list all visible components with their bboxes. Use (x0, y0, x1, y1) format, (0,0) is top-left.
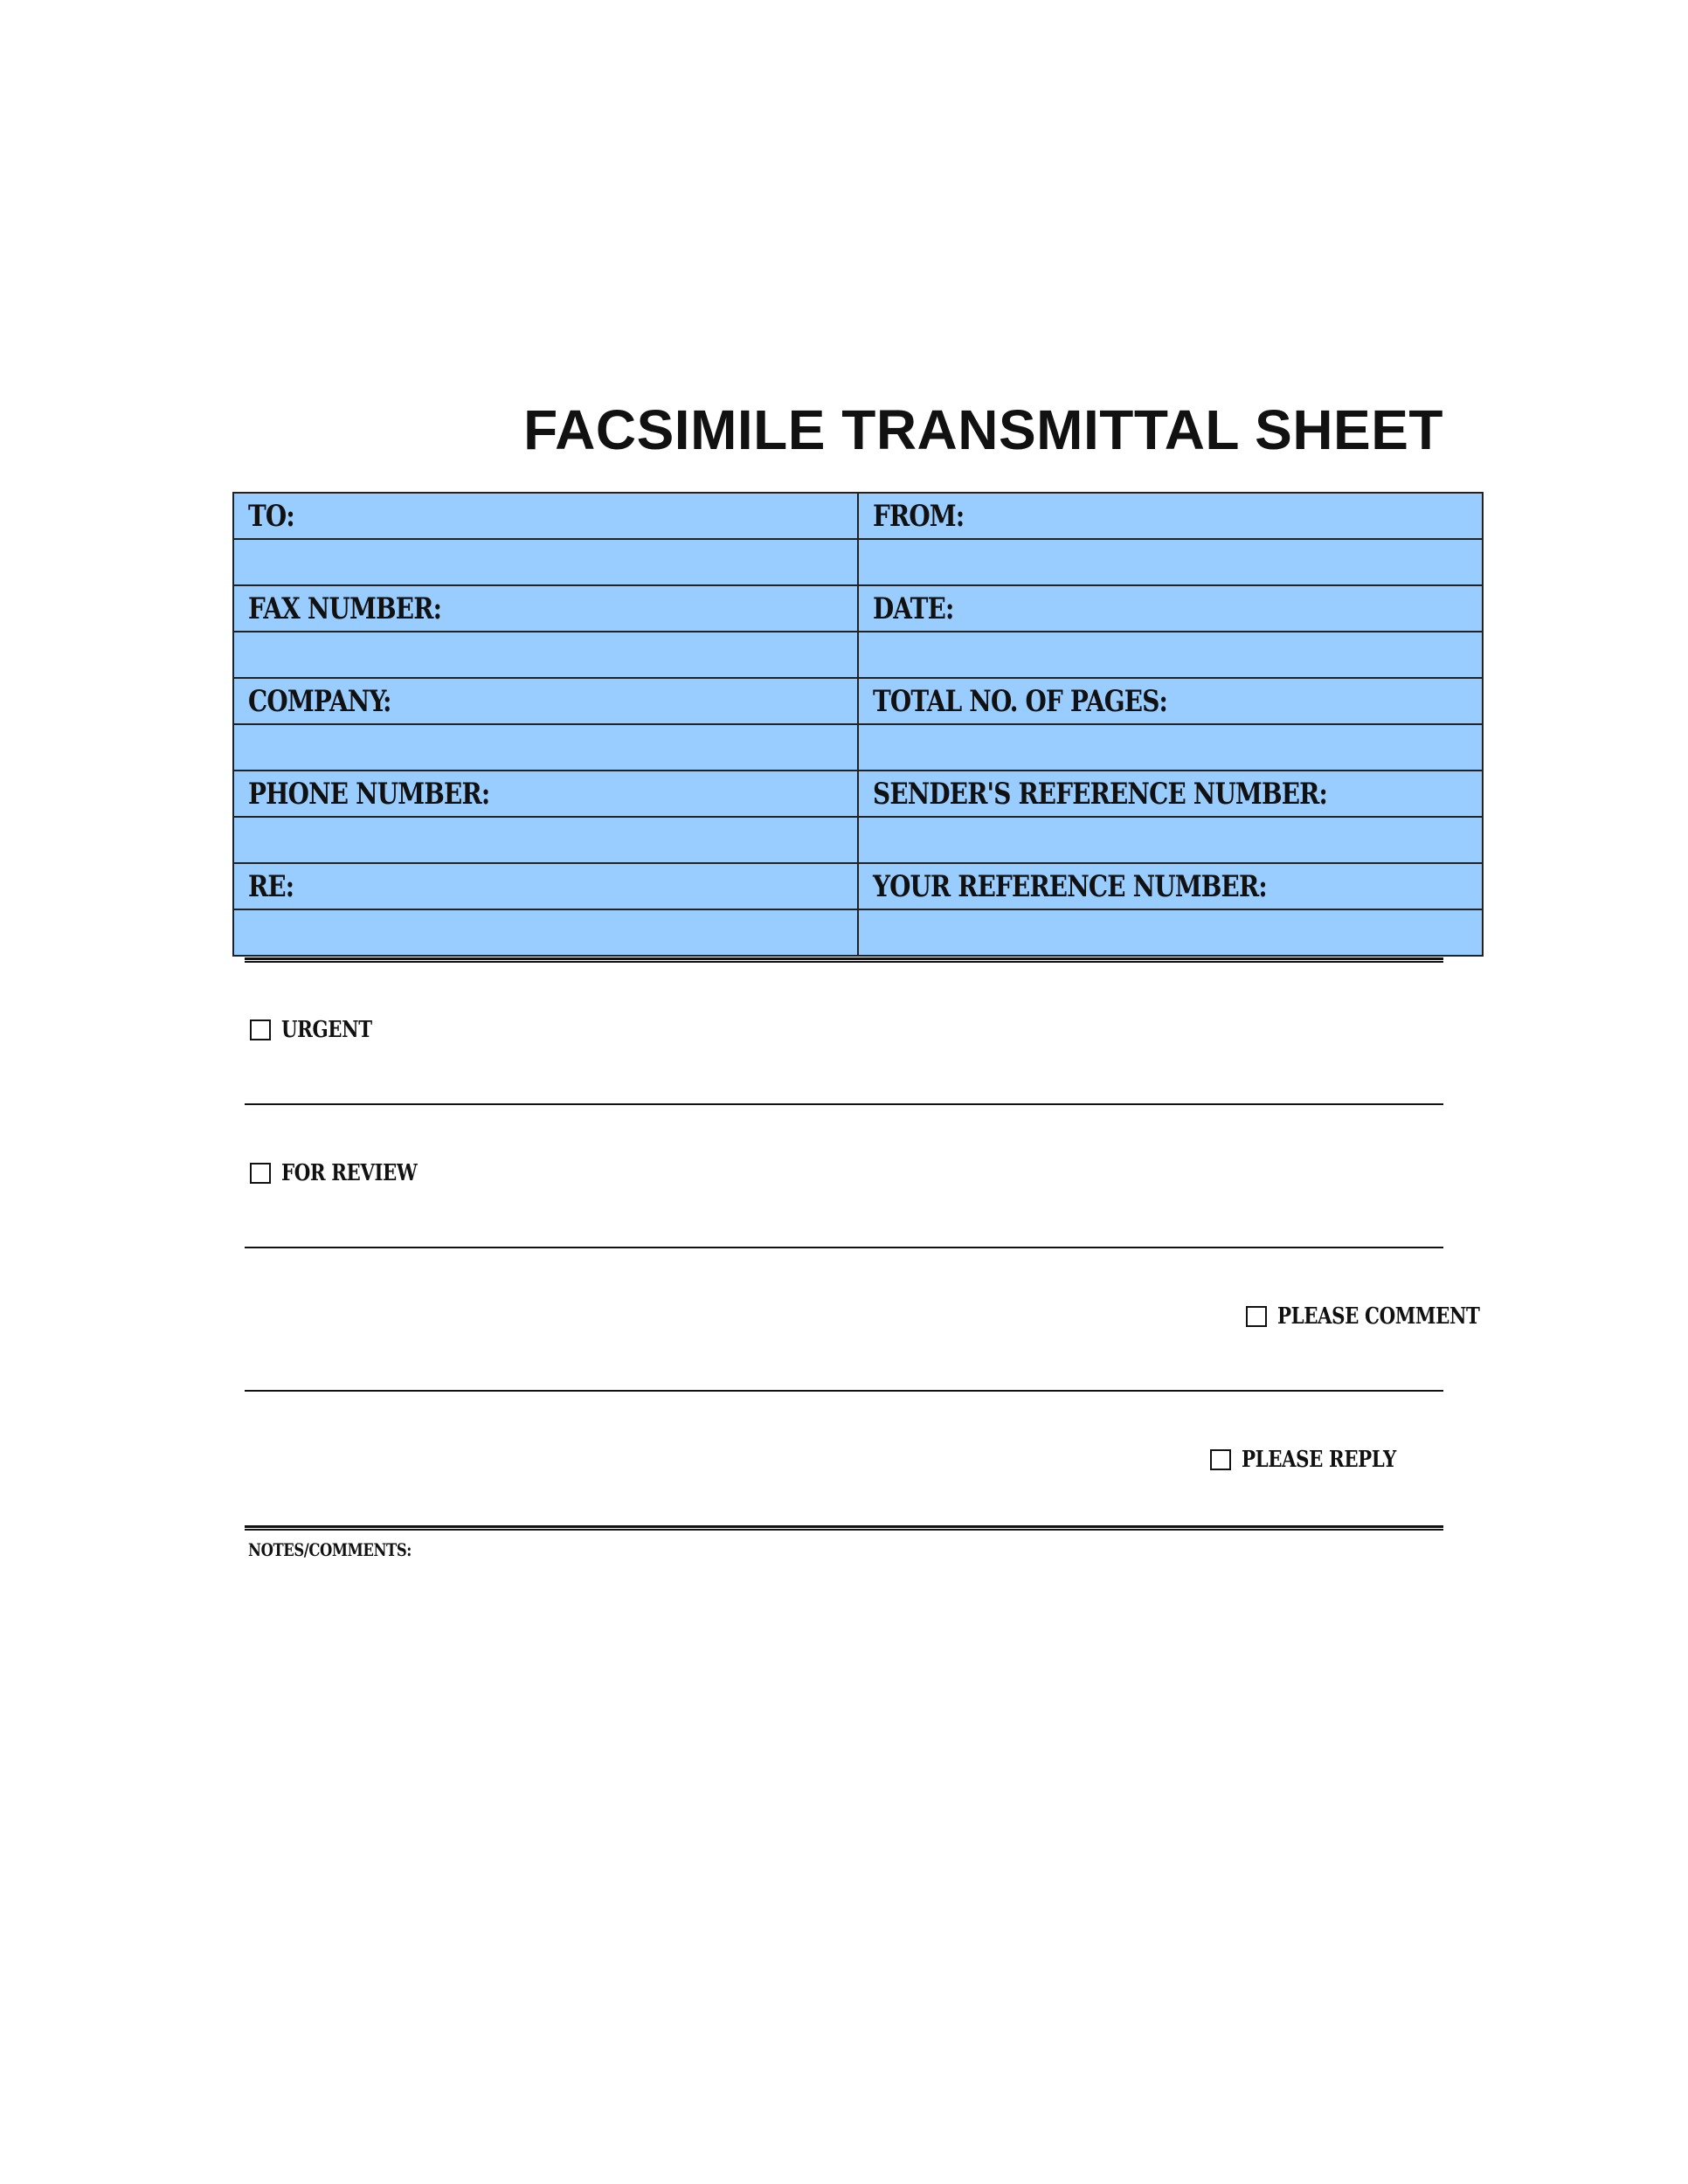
to-label-cell (233, 493, 858, 539)
please-comment-option[interactable] (1246, 1299, 1524, 1334)
phone-number-label: PHONE NUMBER: (248, 776, 490, 812)
senders-reference-field[interactable] (858, 817, 1483, 863)
re-field[interactable] (233, 909, 858, 956)
re-label: RE: (248, 868, 294, 904)
urgent-label: URGENT (281, 1017, 372, 1043)
phone-number-field[interactable] (233, 817, 858, 863)
from-label-cell (858, 493, 1483, 539)
company-label-cell (233, 678, 858, 724)
date-field[interactable] (858, 632, 1483, 678)
urgent-checkbox[interactable] (250, 1019, 271, 1040)
total-pages-label-cell (858, 678, 1483, 724)
table-row (233, 909, 1483, 956)
please-comment-label: PLEASE COMMENT (1277, 1303, 1480, 1330)
please-reply-option[interactable] (1210, 1442, 1430, 1477)
urgent-option[interactable] (250, 1013, 391, 1047)
table-row (233, 771, 1483, 817)
from-label: FROM: (873, 498, 965, 534)
for-review-option[interactable] (250, 1156, 447, 1191)
notes-comments-label: NOTES/COMMENTS: (248, 1539, 412, 1560)
table-row (233, 724, 1483, 771)
your-reference-label: YOUR REFERENCE NUMBER: (873, 868, 1267, 904)
fax-number-field[interactable] (233, 632, 858, 678)
top-double-divider (245, 957, 1443, 963)
bottom-double-divider (245, 1525, 1443, 1531)
from-field[interactable] (858, 539, 1483, 585)
your-reference-field[interactable] (858, 909, 1483, 956)
please-reply-label: PLEASE REPLY (1242, 1447, 1396, 1473)
divider (245, 1390, 1443, 1392)
your-reference-label-cell (858, 863, 1483, 909)
re-label-cell (233, 863, 858, 909)
fax-number-label: FAX NUMBER: (248, 591, 442, 626)
please-reply-checkbox[interactable] (1210, 1449, 1231, 1470)
table-row (233, 678, 1483, 724)
to-label: TO: (248, 498, 294, 534)
total-pages-field[interactable] (858, 724, 1483, 771)
please-comment-checkbox[interactable] (1246, 1306, 1267, 1327)
senders-reference-label-cell (858, 771, 1483, 817)
table-row (233, 585, 1483, 632)
for-review-label: FOR REVIEW (281, 1160, 418, 1186)
table-row (233, 632, 1483, 678)
company-field[interactable] (233, 724, 858, 771)
transmittal-fields-table (232, 492, 1484, 957)
table-row (233, 493, 1483, 539)
date-label-cell (858, 585, 1483, 632)
page-title: FACSIMILE TRANSMITTAL SHEET (523, 398, 1443, 461)
divider (245, 1247, 1443, 1248)
date-label: DATE: (873, 591, 954, 626)
table-row (233, 863, 1483, 909)
total-pages-label: TOTAL NO. OF PAGES: (873, 683, 1168, 719)
table-row (233, 539, 1483, 585)
to-field[interactable] (233, 539, 858, 585)
phone-number-label-cell (233, 771, 858, 817)
table-row (233, 817, 1483, 863)
fax-number-label-cell (233, 585, 858, 632)
company-label: COMPANY: (248, 683, 391, 719)
for-review-checkbox[interactable] (250, 1163, 271, 1184)
senders-reference-label: SENDER'S REFERENCE NUMBER: (873, 776, 1327, 812)
divider (245, 1103, 1443, 1105)
